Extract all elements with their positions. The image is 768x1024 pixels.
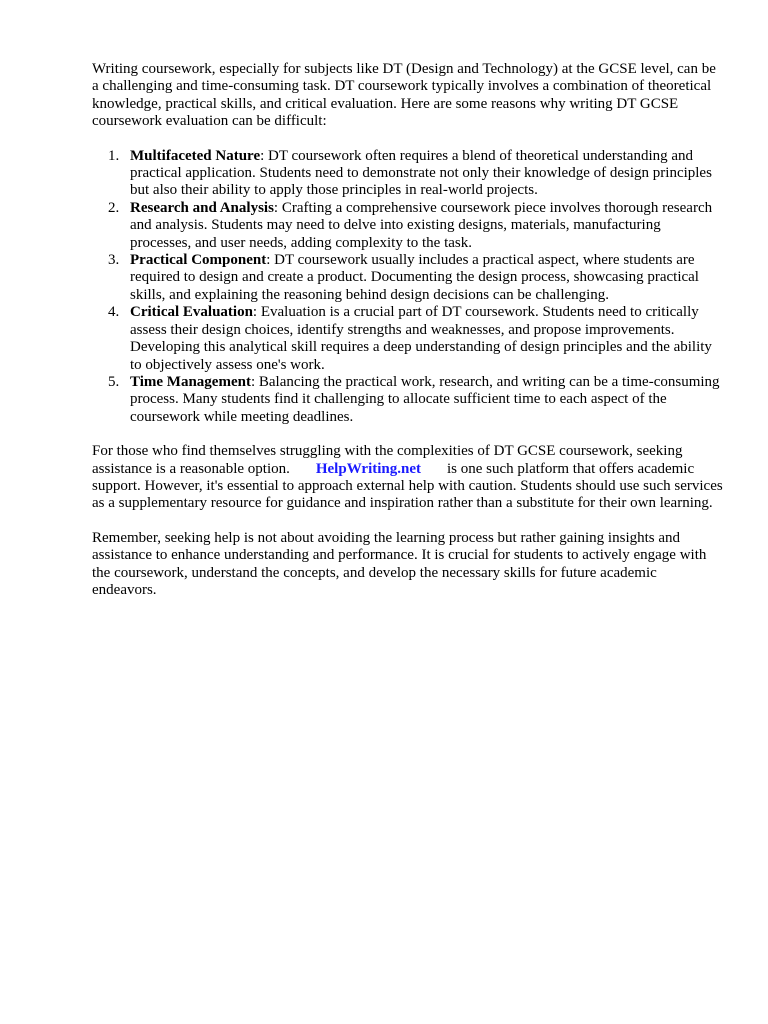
list-term: Time Management bbox=[130, 373, 251, 390]
helpwriting-link[interactable]: HelpWriting.net bbox=[315, 460, 421, 477]
list-text: : Balancing the practical work, research, and writing can be a time-consuming process. Many students find it challenging to allocate sufficient time to each aspect of the coursework while meeting deadlines. bbox=[130, 373, 720, 425]
list-text: : DT coursework often requires a blend of theoretical understanding and practical application. Students need to demonstrate not only their knowledge of design principles but also their ability to apply those principles in real-world projects. bbox=[130, 147, 712, 199]
help-text-after: is one such platform that offers academic support. However, it's essential to approach external help with caution. Students should use such services as a supplementary resource for guidance and inspiration rather than a substitute for their own learning. bbox=[92, 460, 723, 512]
list-term: Research and Analysis bbox=[130, 199, 274, 216]
list-item bbox=[92, 252, 724, 304]
help-text-before: For those who find themselves struggling with the complexities of DT GCSE coursework, seeking assistance is a reasonable option. bbox=[92, 443, 683, 477]
list-term: Critical Evaluation bbox=[130, 304, 253, 321]
help-paragraph bbox=[92, 443, 724, 513]
list-item bbox=[92, 304, 724, 374]
list-item bbox=[92, 148, 724, 200]
document-page bbox=[92, 61, 724, 599]
list-number: 1. bbox=[108, 147, 120, 164]
list-item bbox=[92, 374, 724, 426]
list-text: : Crafting a comprehensive coursework piece involves thorough research and analysis. Students may need to delve into existing designs, materials, manufacturing processes, and user needs, adding complexity to the task. bbox=[130, 199, 713, 251]
closing-paragraph: Remember, seeking help is not about avoiding the learning process but rather gaining insights and assistance to enhance understanding and performance. It is crucial for students to actively engage with the coursework, understand the concepts, and develop the necessary skills for future academic endeavors. bbox=[92, 529, 707, 598]
list-text: : DT coursework usually includes a practical aspect, where students are required to design and create a product. Documenting the design process, showcasing practical skills, and explaining the reasoning behind design decisions can be challenging. bbox=[130, 252, 699, 303]
list-number: 2. bbox=[108, 199, 120, 216]
intro-paragraph: Writing coursework, especially for subjects like DT (Design and Technology) at the GCSE level, can be a challenging and time-consuming task. DT coursework typically involves a combination of theoretical knowledge, practical skills, and critical evaluation. Here are some reasons why writing DT GCSE coursework evaluation can be difficult: bbox=[92, 61, 716, 130]
list-term: Multifaceted Nature bbox=[130, 147, 261, 164]
list-item bbox=[92, 200, 724, 252]
list-number: 4. bbox=[108, 304, 120, 321]
reasons-list bbox=[92, 148, 724, 427]
list-term: Practical Component bbox=[130, 252, 267, 269]
list-text: : Evaluation is a crucial part of DT coursework. Students need to critically assess their design choices, identify strengths and weaknesses, and propose improvements. Developing this analytical skill requires a deep understanding of design principles and the ability to objectively assess one's work. bbox=[130, 304, 712, 373]
list-number: 5. bbox=[108, 373, 120, 390]
list-number: 3. bbox=[108, 252, 120, 269]
